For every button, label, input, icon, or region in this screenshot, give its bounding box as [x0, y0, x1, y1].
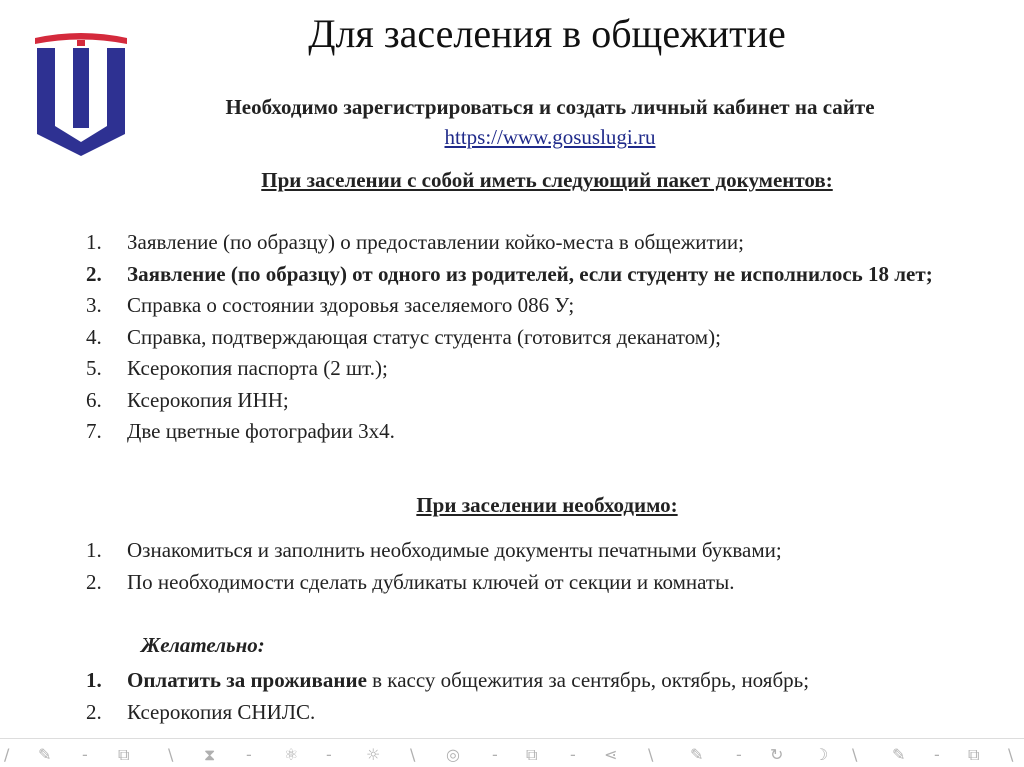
separator-dash: \ [168, 745, 174, 764]
separator-dash: - [736, 745, 742, 764]
documents-heading: При заселении с собой иметь следующий пакет документов: [261, 168, 833, 192]
share-icon[interactable]: ⋖ [604, 745, 618, 764]
separator-dash: - [326, 745, 332, 764]
list-item: 1. Заявление (по образцу) о предоставлении койко-места в общежитии; [86, 230, 745, 254]
separator-dash: - [246, 745, 252, 764]
list-item: 5. Ксерокопия паспорта (2 шт.); [86, 356, 388, 380]
list-item: 3. Справка о состоянии здоровья заселяемого 086 У; [86, 293, 575, 317]
separator-dash: / [4, 745, 10, 764]
required-heading: При заселении необходимо: [416, 493, 678, 517]
pencil-icon[interactable]: ✎ [38, 745, 52, 764]
intro-text: Необходимо зарегистрироваться и создать личный кабинет на сайте [225, 95, 875, 119]
pencil-icon[interactable]: ✎ [690, 745, 704, 764]
bulb-icon[interactable]: ☼ [366, 745, 381, 764]
list-item: 2. Ксерокопия СНИЛС. [86, 699, 316, 724]
dna-icon[interactable]: ⧗ [204, 745, 216, 764]
logo-stem [73, 48, 89, 128]
documents-list [86, 227, 1004, 448]
bottom-toolbar [0, 738, 1024, 767]
pencil-icon[interactable]: ✎ [892, 745, 906, 764]
separator-dash: - [82, 745, 88, 764]
gosuslugi-link[interactable]: https://www.gosuslugi.ru [444, 125, 656, 149]
translate-icon[interactable]: ⧉ [118, 745, 130, 764]
separator-dash: \ [852, 745, 858, 764]
desirable-heading: Желательно: [141, 633, 265, 657]
cycle-icon[interactable]: ↻ [770, 745, 784, 764]
separator-dash: - [492, 745, 498, 764]
moon-icon[interactable]: ☽ [814, 745, 829, 764]
list-item: 7. Две цветные фотографии 3х4. [86, 419, 395, 443]
separator-dash: \ [1008, 745, 1014, 764]
required-list [86, 535, 1004, 598]
separator-dash: \ [648, 745, 654, 764]
intro-block [150, 92, 950, 152]
translate-icon[interactable]: ⧉ [526, 745, 538, 764]
list-item: 6. Ксерокопия ИНН; [86, 387, 289, 412]
translate-icon[interactable]: ⧉ [968, 745, 980, 764]
separator-dash: - [934, 745, 940, 764]
list-item: 2. По необходимости сделать дубликаты ключей от секции и комнаты. [86, 569, 735, 594]
desirable-list [86, 665, 1004, 728]
list-item: 4. Справка, подтверждающая статус студента (готовится деканатом); [86, 324, 721, 349]
page-title: Для заселения в общежитие [308, 11, 786, 56]
compass-icon[interactable]: ◎ [446, 745, 460, 764]
atom-icon[interactable]: ⚛ [284, 745, 299, 764]
list-item: 2. Заявление (по образцу) от одного из родителей, если студенту не исполнилось 18 лет; [86, 261, 933, 286]
separator-dash: \ [410, 745, 416, 764]
list-item: 1. Оплатить за проживание в кассу общежития за сентябрь, октябрь, ноябрь; [86, 668, 810, 692]
separator-dash: - [570, 745, 576, 764]
list-item: 1. Ознакомиться и заполнить необходимые документы печатными буквами; [86, 538, 782, 562]
